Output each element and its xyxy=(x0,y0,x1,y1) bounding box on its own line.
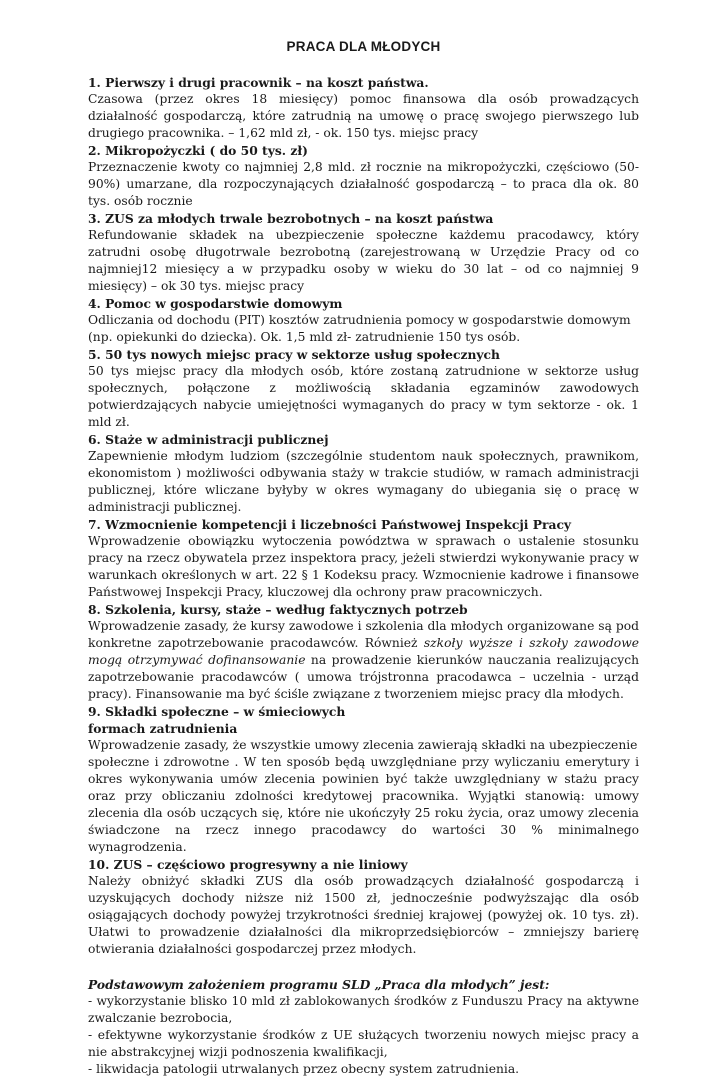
section-heading: 9. Składki społeczne – w śmieciowych xyxy=(88,704,346,719)
section-6 xyxy=(88,431,639,516)
section-3 xyxy=(88,210,639,295)
section-4 xyxy=(88,295,639,346)
section-body: Czasowa (przez okres 18 miesięcy) pomoc finansowa dla osób prowadzących działalność gospodarczą, które zatrudnią na umowę o pracę swojego pierwszego lub drugiego pracownika. – 1,62 mld zł, - ok. 150 tys. miejsc pracy xyxy=(88,92,639,140)
section-body: Przeznaczenie kwoty co najmniej 2,8 mld. zł rocznie na mikropożyczki, częściowo (50-90%) umarzane, dla rozpoczynających działalność gospodarczą – to praca dla ok. 80 tys. osób rocznie xyxy=(88,160,639,208)
section-heading: 8. Szkolenia, kursy, staże – według faktycznych potrzeb xyxy=(88,602,468,617)
section-body-first-line: Wprowadzenie zasady, że wszystkie umowy zlecenia zawierają składki na ubezpieczenie xyxy=(88,738,638,752)
section-8 xyxy=(88,601,639,703)
section-body-line: Odliczania od dochodu (PIT) kosztów zatrudnienia pomocy w gospodarstwie domowym xyxy=(88,313,631,327)
section-body-text: Wprowadzenie zasady, że kursy zawodowe i szkolenia dla młodych organizowane są pod konkretne zapotrzebowanie pracodawców. Również xyxy=(88,619,639,650)
section-body xyxy=(88,312,639,346)
section-heading: 2. Mikropożyczki ( do 50 tys. zł) xyxy=(88,143,308,158)
section-body-text: na prowadzenie kierunków nauczania realizujących zapotrzebowanie pracodawców ( umowa trójstronna pracodawca – uczelnia - urząd pracy). Finansowanie ma być ściśle związane z tworzeniem miejsc pracy dla młodych. xyxy=(88,653,639,701)
summary-bullet: - likwidacja patologii utrwalanych przez obecny system zatrudnienia. xyxy=(88,1062,520,1076)
section-body-emphasis: szkoły wyższe i szkoły zawodowe mogą otrzymywać dofinansowanie xyxy=(88,636,639,667)
section-body: społeczne i zdrowotne . W ten sposób będą uwzględniane przy wyliczaniu emerytury i okres wykonywania umów zlecenia powinien być także uwzględniany w stażu pracy oraz przy obliczaniu zdolności kredytowej pracownika. Wyjątki stanowią: umowy zlecenia dla osób uczących się, które nie ukończyły 25 roku życia, oraz umowy zlecenia świadczone na rzecz innego pracodawcy do wartości 30 % minimalnego wynagrodzenia. xyxy=(88,755,639,854)
document-page xyxy=(88,38,639,1078)
section-5 xyxy=(88,346,639,431)
section-heading-continued: formach zatrudnienia xyxy=(88,721,238,736)
section-heading: 1. Pierwszy i drugi pracownik – na koszt państwa. xyxy=(88,75,429,90)
section-heading: 6. Staże w administracji publicznej xyxy=(88,432,329,447)
section-7 xyxy=(88,516,639,601)
section-heading: 10. ZUS – częściowo progresywny a nie liniowy xyxy=(88,857,408,872)
section-body: Wprowadzenie obowiązku wytoczenia powództwa w sprawach o ustalenie stosunku pracy na rzecz obywatela przez inspektora pracy, jeżeli stwierdzi wykonywanie pracy w warunkach określonych w art. 22 § 1 Kodeksu pracy. Wzmocnienie kadrowe i finansowe Państwowej Inspekcji Pracy, kluczowej dla ochrony praw pracowniczych. xyxy=(88,534,639,599)
section-body: Zapewnienie młodym ludziom (szczególnie studentom nauk społecznych, prawnikom, ekonomistom ) możliwości odbywania staży w trakcie studiów, w ramach administracji publicznej, które wliczane byłyby w okres wymagany do ubiegania się o pracę w administracji publicznej. xyxy=(88,449,639,514)
section-10 xyxy=(88,856,639,958)
section-heading: 7. Wzmocnienie kompetencji i liczebności Państwowej Inspekcji Pracy xyxy=(88,517,572,532)
section-body-line: (np. opiekunki do dziecka). Ok. 1,5 mld zł- zatrudnienie 150 tys osób. xyxy=(88,330,521,344)
summary-heading: Podstawowym założeniem programu SLD „Praca dla młodych” jest: xyxy=(88,977,550,992)
section-body: Refundowanie składek na ubezpieczenie społeczne każdemu pracodawcy, który zatrudni osobę długotrwale bezrobotną (zarejestrowaną w Urzędzie Pracy od co najmniej12 miesięcy a w przypadku osoby w wieku do 30 lat – od co najmniej 9 miesięcy) – ok 30 tys. miejsc pracy xyxy=(88,228,639,293)
section-body xyxy=(88,618,639,703)
section-9 xyxy=(88,703,639,856)
section-heading: 5. 50 tys nowych miejsc pracy w sektorze usług społecznych xyxy=(88,347,500,362)
section-body: Należy obniżyć składki ZUS dla osób prowadzących działalność gospodarczą i uzyskujących dochody niższe niż 1500 zł, jednocześnie podwyższając dla osób osiągających dochody powyżej trzykrotności średniej krajowej (powyżej ok. 10 tys. zł). Ułatwi to prowadzenie działalności dla mikroprzedsiębiorców – zmniejszy barierę otwierania działalności gospodarczej przez młodych. xyxy=(88,874,639,956)
summary-bullet: - wykorzystanie blisko 10 mld zł zablokowanych środków z Funduszu Pracy na aktywne zwalczanie bezrobocia, xyxy=(88,994,639,1025)
section-body: 50 tys miejsc pracy dla młodych osób, które zostaną zatrudnione w sektorze usług społecznych, połączone z możliwością składania egzaminów zawodowych potwierdzających nabycie umiejętności wymaganych do pracy w tym sektorze - ok. 1 mld zł. xyxy=(88,364,639,429)
section-heading: 3. ZUS za młodych trwale bezrobotnych – na koszt państwa xyxy=(88,211,494,226)
section-2 xyxy=(88,142,639,210)
section-1 xyxy=(88,74,639,142)
summary xyxy=(88,976,639,1078)
section-heading: 4. Pomoc w gospodarstwie domowym xyxy=(88,296,343,311)
page-title: PRACA DLA MŁODYCH xyxy=(286,39,441,54)
summary-bullet: - efektywne wykorzystanie środków z UE służących tworzeniu nowych miejsc pracy a nie abstrakcyjnej wizji podnoszenia kwalifikacji, xyxy=(88,1028,639,1059)
